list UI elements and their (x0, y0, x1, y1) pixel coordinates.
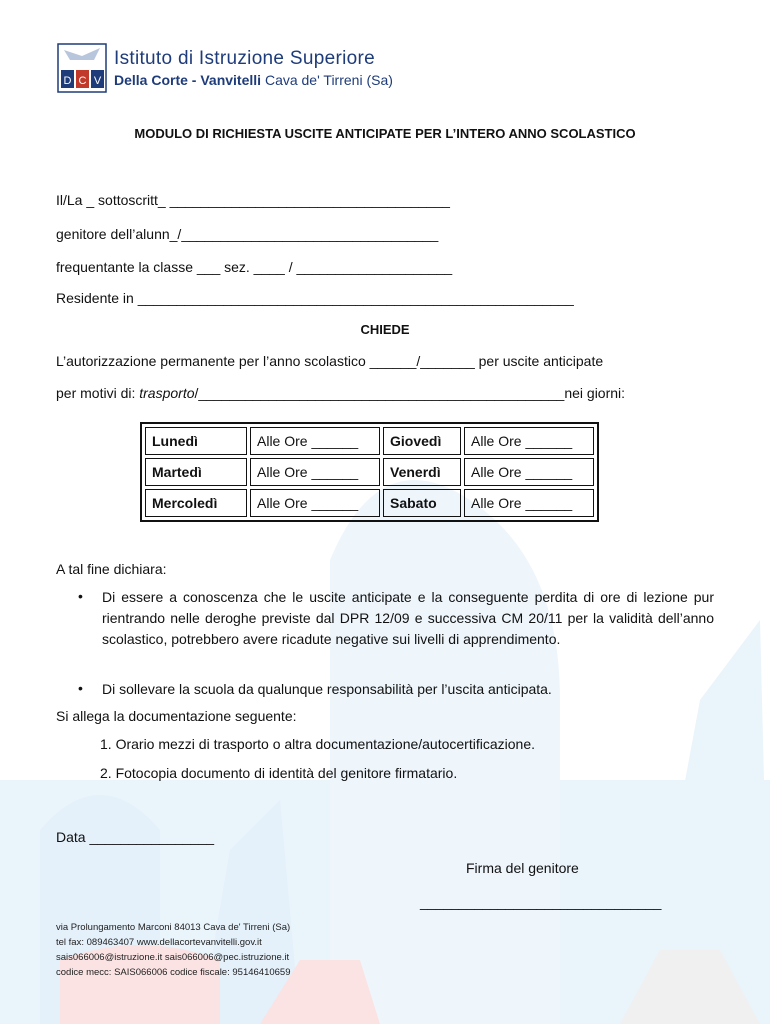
field-sottoscritto: Il/La _ sottoscritt_ ____________________________________ (56, 192, 450, 208)
request-trasporto: trasporto (139, 385, 195, 401)
time-cell: Alle Ore ______ (464, 458, 594, 486)
signature-line: _______________________________ (420, 894, 662, 910)
time-cell: Alle Ore ______ (250, 489, 380, 517)
chiede-heading: CHIEDE (360, 322, 410, 337)
day-cell: Giovedì (383, 427, 461, 455)
table-row (145, 489, 594, 517)
declaration-intro: A tal fine dichiara: (56, 561, 167, 577)
declaration-item-2: Di sollevare la scuola da qualunque responsabilità per l’uscita anticipata. (102, 681, 552, 697)
request-line2 (56, 385, 625, 401)
day-cell: Venerdì (383, 458, 461, 486)
form-title: MODULO DI RICHIESTA USCITE ANTICIPATE PER L’INTERO ANNO SCOLASTICO (134, 126, 636, 141)
logo-letter-d: D (63, 75, 72, 87)
time-cell: Alle Ore ______ (250, 427, 380, 455)
footer-address: via Prolungamento Marconi 84013 Cava de' Tirreni (Sa) (56, 922, 291, 933)
declaration-item-1: Di essere a conoscenza che le uscite anticipate e la conseguente perdita di ore di lezione pur rientrando nelle deroghe previste dal DPR 12/09 e successiva CM 20/11 per la validità dell’anno scolastico, potrebbero avere ricadute negative sui livelli di apprendimento. (102, 589, 714, 647)
request-suffix: /_______________________________________________nei giorni: (194, 385, 626, 401)
attachment-item-2: 2. Fotocopia documento di identità del genitore firmatario. (100, 765, 458, 781)
institute-location: Cava de' Tirreni (Sa) (264, 72, 393, 88)
request-prefix: per motivi di: (56, 385, 140, 401)
dcv-logo-icon (56, 42, 108, 94)
bullet-icon: • (78, 680, 83, 696)
day-cell: Martedì (145, 458, 247, 486)
data-field: Data ________________ (56, 829, 215, 845)
days-table (140, 422, 599, 522)
table-row (145, 427, 594, 455)
field-classe: frequentante la classe ___ sez. ____ / ____________________ (56, 259, 453, 275)
time-cell: Alle Ore ______ (464, 489, 594, 517)
day-cell: Mercoledì (145, 489, 247, 517)
time-cell: Alle Ore ______ (464, 427, 594, 455)
institute-line1: Istituto di Istruzione Superiore (114, 48, 375, 69)
logo-letter-c: C (78, 75, 87, 87)
footer-phone-web: tel fax: 089463407 www.dellacortevanvitelli.gov.it (56, 937, 262, 948)
day-cell: Sabato (383, 489, 461, 517)
signature-label: Firma del genitore (466, 860, 579, 876)
logo-letter-v: V (93, 75, 102, 87)
footer-contacts (56, 920, 291, 980)
table-row (145, 458, 594, 486)
footer-codes: codice mecc: SAIS066006 codice fiscale: 95146410659 (56, 967, 291, 978)
attachment-item-1: 1. Orario mezzi di trasporto o altra documentazione/autocertificazione. (100, 736, 535, 752)
day-cell: Lunedì (145, 427, 247, 455)
footer-emails: sais066006@istruzione.it sais066006@pec.istruzione.it (56, 952, 290, 963)
request-line1: L’autorizzazione permanente per l’anno scolastico ______/_______ per uscite anticipate (56, 353, 604, 369)
attachments-intro: Si allega la documentazione seguente: (56, 708, 297, 724)
time-cell: Alle Ore ______ (250, 458, 380, 486)
field-residente: Residente in ________________________________________________________ (56, 290, 574, 306)
bullet-icon: • (78, 588, 83, 604)
field-genitore: genitore dell’alunn_/_________________________________ (56, 226, 439, 242)
institute-line2 (114, 72, 393, 88)
institute-name: Della Corte - Vanvitelli (114, 72, 262, 88)
institute-logo (56, 42, 396, 94)
